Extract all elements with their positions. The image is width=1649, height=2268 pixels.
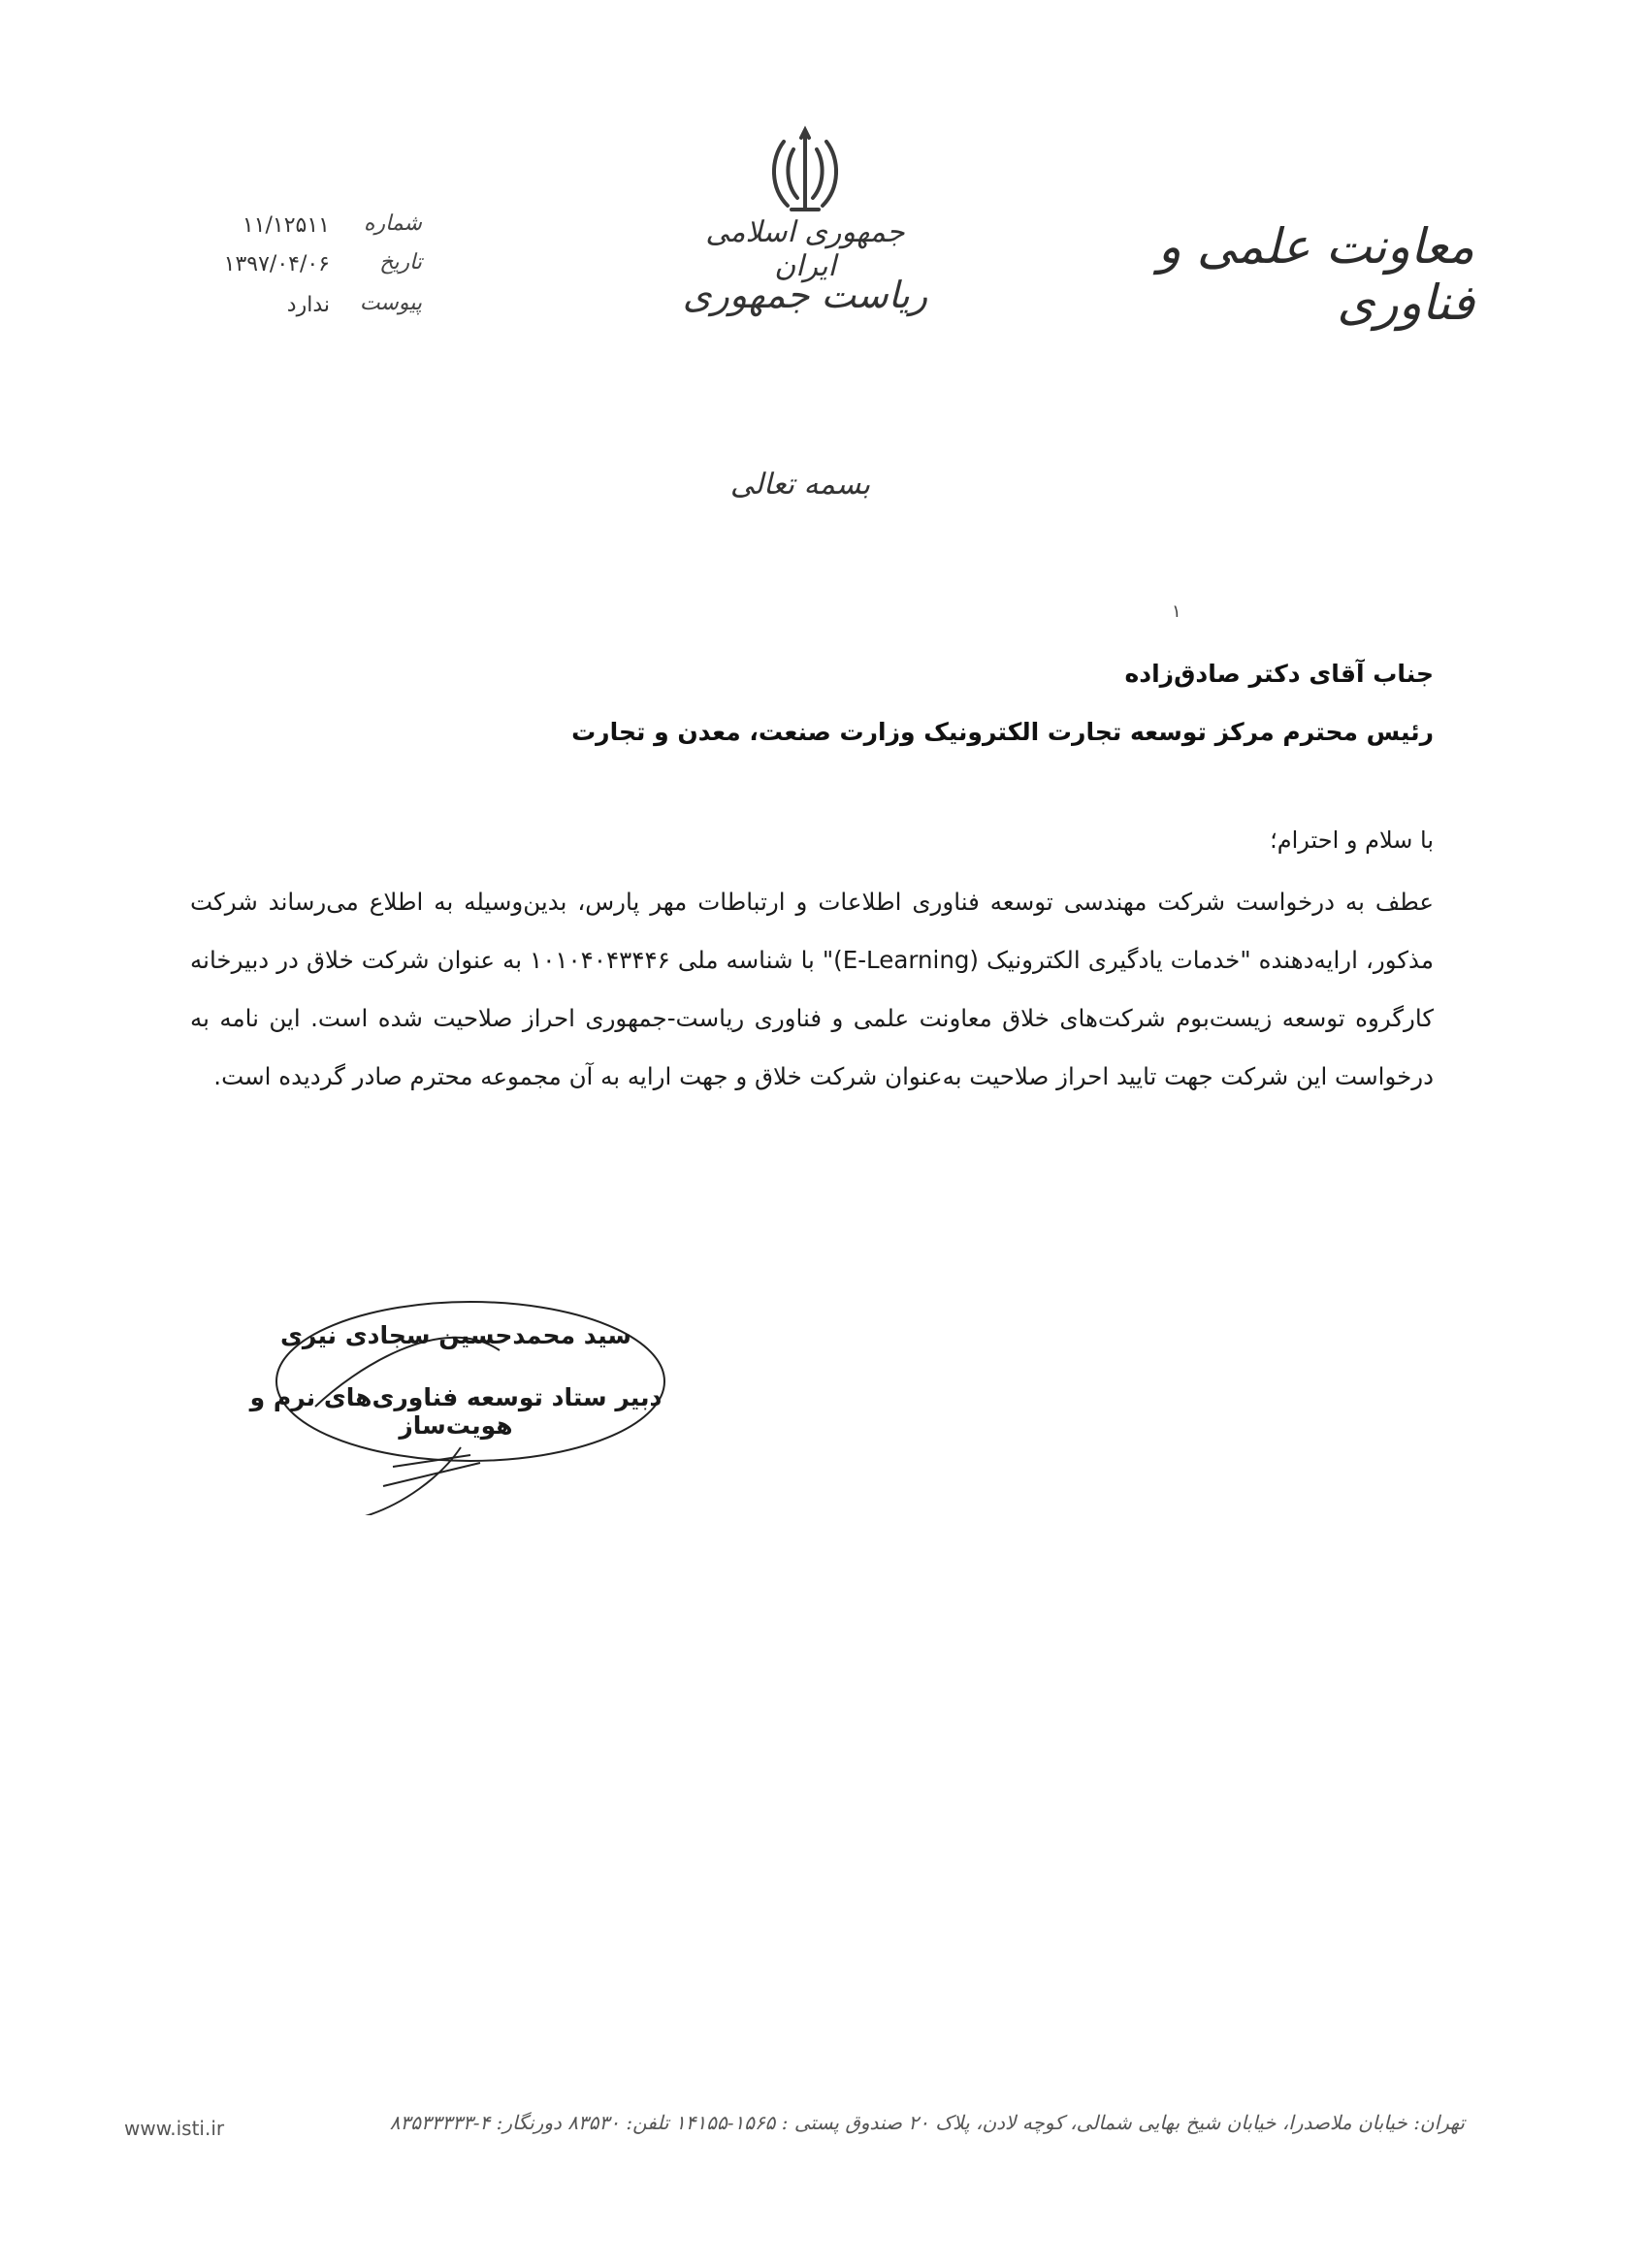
body-paragraph: عطف به درخواست شرکت مهندسی توسعه فناوری اطلاعات و ارتباطات مهر پارس، بدین‌وسیله به اطلاع می‌رساند شرکت مذکور، ارایه‌دهنده "خدمات یادگیری الکترونیک (E-Learning)" با شناسه ملی ۱۰۱۰۴۰۴۳۴۴۶ به عنوان شرکت خلاق در دبیرخانه کارگروه توسعه زیست‌بوم شرکت‌های خلاق معاونت علمی و فناوری ریاست-جمهوری احراز صلاحیت شده است. این نامه به درخواست این شرکت جهت تایید احراز صلاحیت به‌عنوان شرکت خلاق و جهت ارایه به آن مجموعه محترم صادر گردیده است. — [190, 888, 1434, 1090]
website-link[interactable]: www.isti.ir — [124, 2117, 225, 2140]
signatory-name: سید محمدحسین سجادی نیری — [280, 1321, 631, 1349]
date-label: تاریخ — [379, 250, 422, 275]
country-name: جمهوری اسلامی ایران — [705, 215, 905, 283]
number-label: شماره — [363, 211, 422, 236]
attachment-value: ندارد — [286, 293, 330, 317]
number-value: ۱۱/۱۲۵۱۱ — [242, 213, 330, 238]
greeting: با سلام و احترام؛ — [1270, 826, 1434, 854]
presidency-name: ریاست جمهوری — [682, 274, 928, 316]
page-mark: ۱ — [1172, 601, 1181, 622]
footer-address: تهران: خیابان ملاصدرا، خیابان شیخ بهایی شمالی، کوچه لادن، پلاک ۲۰ صندوق پستی : ۱۵۶۵-۱۴۱۵۵ تلفن: ۸۳۵۳۰ دورنگار: ۴-۸۳۵۳۳۳۳۳ — [389, 2111, 1465, 2134]
attachment-label: پیوست — [359, 291, 422, 315]
date-value: ۱۳۹۷/۰۴/۰۶ — [223, 252, 330, 276]
iran-emblem-icon — [757, 124, 854, 221]
letter-body — [190, 873, 1434, 1106]
deputy-name: معاونت علمی و فناوری — [1157, 218, 1474, 331]
invocation-text: بسمه تعالی — [729, 468, 871, 502]
recipient-title: رئیس محترم مرکز توسعه تجارت الکترونیک وزارت صنعت، معدن و تجارت — [571, 718, 1434, 746]
signatory-title: دبیر ستاد توسعه فناوری‌های نرم و هویت‌ساز — [249, 1383, 663, 1440]
recipient-name: جناب آقای دکتر صادق‌زاده — [1124, 660, 1434, 688]
